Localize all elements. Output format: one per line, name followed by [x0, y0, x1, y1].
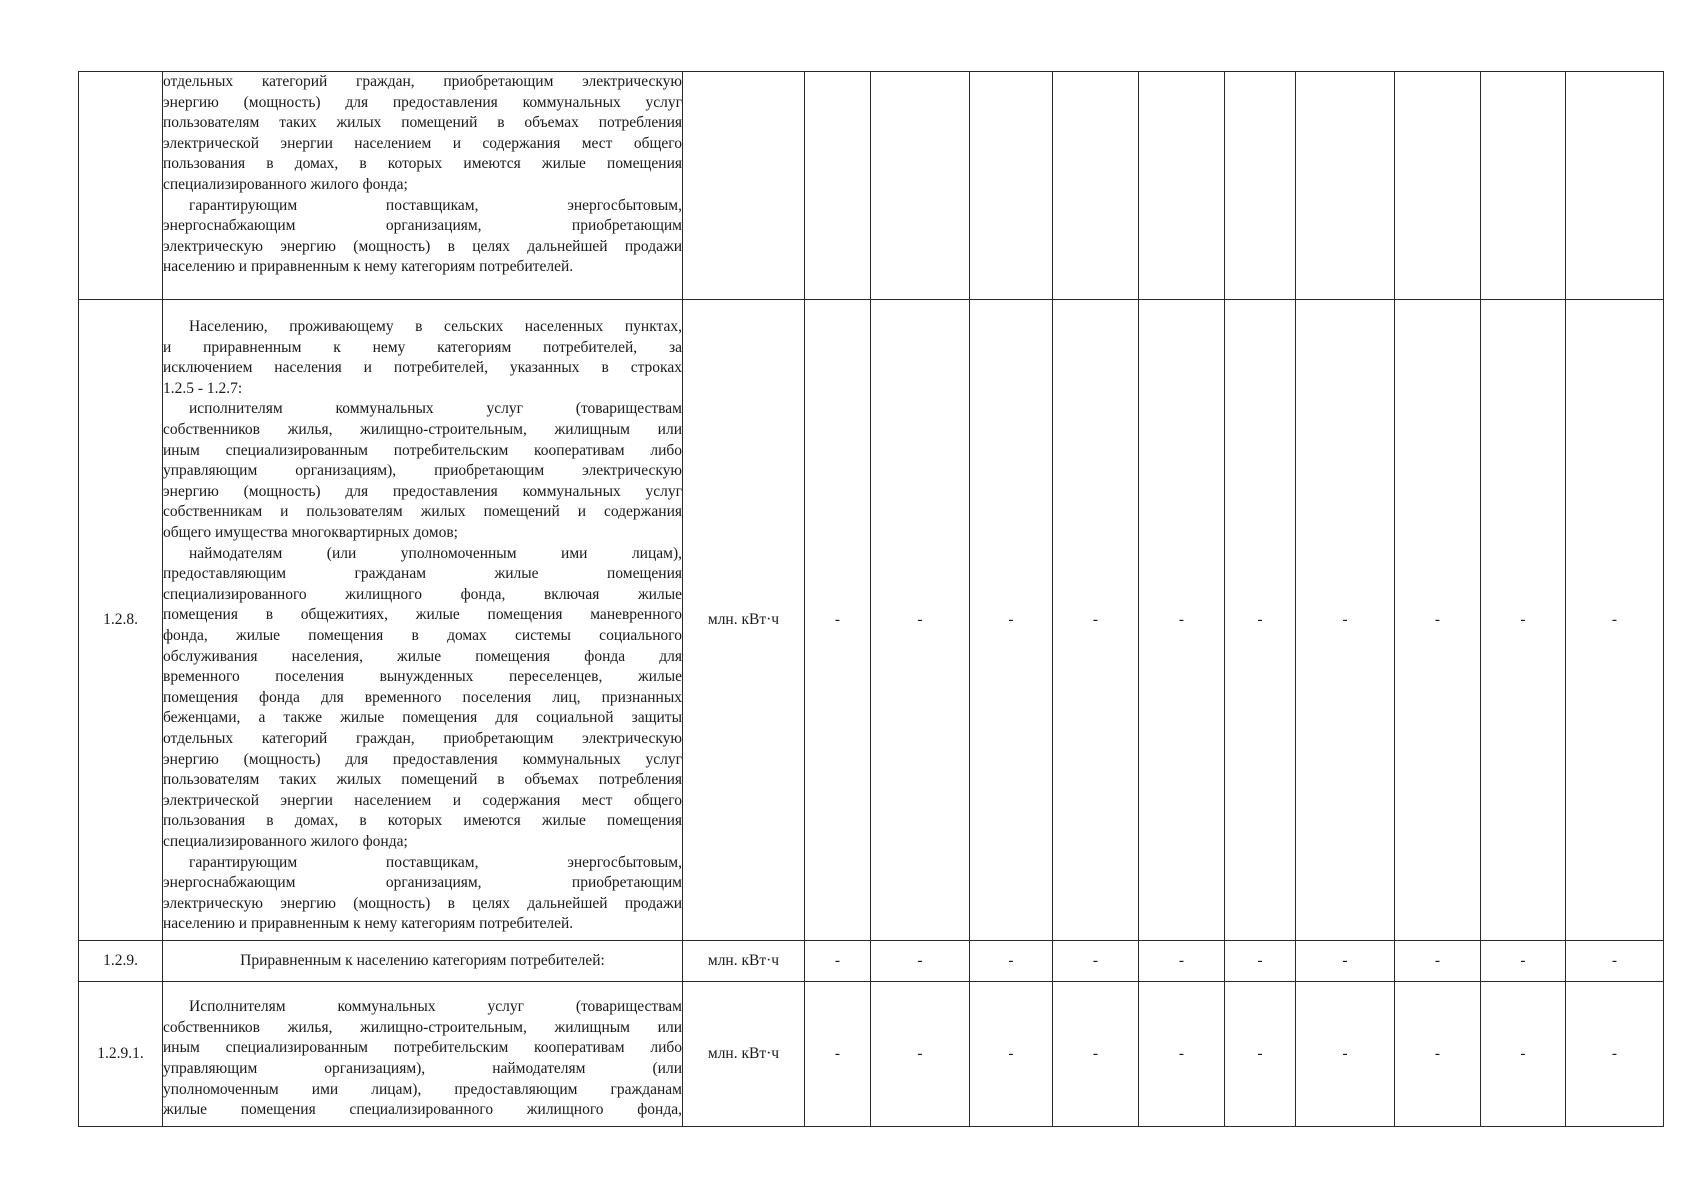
text-line: собственников жилья, жилищно-строительным, жилищным или	[163, 1018, 682, 1036]
text-line: специализированного жилого фонда;	[163, 832, 408, 850]
text-line: обслуживания населения, жилые помещения фонда для	[163, 647, 682, 665]
value-cell: -	[1296, 941, 1395, 982]
row-description	[163, 941, 683, 982]
text-line: фонда, жилые помещения в домах системы социального	[163, 627, 682, 644]
value-cell: -	[970, 941, 1053, 982]
row-number: 1.2.9.	[79, 941, 163, 982]
row-description	[163, 982, 683, 1127]
value-cell: -	[1395, 300, 1481, 941]
value-cell: -	[1053, 982, 1139, 1127]
text-line: энергию (мощность) для предоставления коммунальных услуг	[163, 750, 682, 768]
text-line: электрическую энергию (мощность) в целях дальнейшей продажи	[163, 237, 682, 255]
text-line: предоставляющим гражданам жилые помещения	[163, 565, 682, 583]
text-line: временного поселения вынужденных переселенцев, жилые	[163, 668, 682, 686]
text-line: энергоснабжающим организациям, приобретающим	[163, 217, 682, 235]
unit-cell: млн. кВт·ч	[683, 982, 805, 1127]
text-line: Исполнителям коммунальных услуг (товариществам	[189, 998, 682, 1016]
value-cell: -	[805, 941, 871, 982]
text-line: помещения в общежитиях, жилые помещения маневренного	[163, 606, 682, 624]
text-line: энергию (мощность) для предоставления коммунальных услуг	[163, 482, 682, 500]
value-cell: -	[1139, 941, 1225, 982]
table-row	[79, 941, 1664, 982]
text-line: гарантирующим поставщикам, энергосбытовым,	[189, 196, 682, 214]
text-line: и приравненным к нему категориям потребителей, за	[163, 338, 682, 356]
text-line: энергию (мощность) для предоставления коммунальных услуг	[163, 93, 682, 111]
value-cell: -	[1395, 941, 1481, 982]
text-line: Населению, проживающему в сельских населенных пунктах,	[189, 318, 682, 336]
text-line: пользователям таких жилых помещений в объемах потребления	[163, 114, 682, 132]
value-cell: -	[805, 982, 871, 1127]
value-cell: -	[1225, 982, 1296, 1127]
text-line: пользования в домах, в которых имеются жилые помещения	[163, 812, 682, 830]
text-line: управляющим организациям), наймодателям (или	[163, 1060, 682, 1077]
value-cell: -	[1225, 300, 1296, 941]
text-line: исключением населения и потребителей, указанных в строках	[163, 359, 682, 377]
value-cell: -	[1566, 941, 1664, 982]
text-line: управляющим организациям), приобретающим электрическую	[163, 462, 682, 480]
text-line: иным специализированным потребительским кооперативам либо	[163, 1039, 682, 1057]
text-line: наймодателям (или уполномоченным ими лицам),	[189, 544, 682, 562]
text-line: собственников жилья, жилищно-строительным, жилищным или	[163, 421, 682, 439]
unit-cell: млн. кВт·ч	[683, 941, 805, 982]
value-cell: -	[1053, 941, 1139, 982]
value-cell: -	[871, 941, 970, 982]
text-line: иным специализированным потребительским кооперативам либо	[163, 441, 682, 459]
value-cell	[871, 72, 970, 300]
text-line: общего имущества многоквартирных домов;	[163, 524, 458, 542]
value-cell: -	[1139, 300, 1225, 941]
value-cell	[805, 72, 871, 300]
text-line: уполномоченным ими лицам), предоставляющим гражданам	[163, 1080, 682, 1098]
text-line: пользования в домах, в которых имеются жилые помещения	[163, 155, 682, 173]
text-line: электрической энергии населением и содержания мест общего	[163, 791, 682, 809]
value-cell: -	[970, 300, 1053, 941]
value-cell: -	[1296, 300, 1395, 941]
value-cell: -	[1481, 941, 1566, 982]
value-cell	[1225, 72, 1296, 300]
value-cell: -	[1566, 982, 1664, 1127]
value-cell: -	[1139, 982, 1225, 1127]
value-cell: -	[1481, 982, 1566, 1127]
value-cell	[1053, 72, 1139, 300]
text-line: населению и приравненным к нему категориям потребителей.	[163, 258, 574, 276]
text-line: электрическую энергию (мощность) в целях дальнейшей продажи	[163, 894, 682, 912]
text-line: гарантирующим поставщикам, энергосбытовым,	[189, 853, 682, 871]
value-cell: -	[1225, 941, 1296, 982]
table-row	[79, 982, 1664, 1127]
text-line: беженцами, а также жилые помещения для социальной защиты	[163, 709, 682, 727]
text-line: отдельных категорий граждан, приобретающим электрическую	[163, 729, 682, 747]
value-cell: -	[1395, 982, 1481, 1127]
text-line: пользователям таких жилых помещений в объемах потребления	[163, 771, 682, 789]
text-line: помещения фонда для временного поселения лиц, признанных	[163, 688, 682, 706]
text-line: электрической энергии населением и содержания мест общего	[163, 134, 682, 152]
table-row	[79, 300, 1664, 941]
text-line: специализированного жилого фонда;	[163, 175, 408, 193]
value-cell	[1481, 72, 1566, 300]
value-cell: -	[1053, 300, 1139, 941]
value-cell: -	[1296, 982, 1395, 1127]
text-line: собственникам и пользователям жилых помещений и содержания	[163, 503, 682, 521]
unit-cell	[683, 72, 805, 300]
text-line: энергоснабжающим организациям, приобретающим	[163, 874, 682, 892]
row-number	[79, 72, 163, 300]
value-cell: -	[871, 300, 970, 941]
value-cell: -	[871, 982, 970, 1127]
value-cell	[1395, 72, 1481, 300]
table-row	[79, 72, 1664, 300]
text-line: жилые помещения специализированного жилищного фонда,	[163, 1101, 682, 1119]
text-line: исполнителям коммунальных услуг (товариществам	[189, 400, 682, 418]
value-cell	[970, 72, 1053, 300]
value-cell	[1566, 72, 1664, 300]
text-line: отдельных категорий граждан, приобретающим электрическую	[163, 73, 682, 90]
value-cell	[1296, 72, 1395, 300]
value-cell: -	[805, 300, 871, 941]
value-cell	[1139, 72, 1225, 300]
row-number: 1.2.8.	[79, 300, 163, 941]
value-cell: -	[970, 982, 1053, 1127]
text-line: Приравненным к населению категориям потребителей:	[240, 951, 605, 969]
text-line: специализированного жилищного фонда, включая жилые	[163, 585, 682, 603]
text-line: 1.2.5 - 1.2.7:	[163, 379, 243, 397]
value-cell: -	[1481, 300, 1566, 941]
text-line: населению и приравненным к нему категориям потребителей.	[163, 915, 574, 933]
tariff-table	[78, 71, 1664, 1127]
value-cell: -	[1566, 300, 1664, 941]
unit-cell: млн. кВт·ч	[683, 300, 805, 941]
row-number: 1.2.9.1.	[79, 982, 163, 1127]
row-description	[163, 72, 683, 300]
row-description	[163, 300, 683, 941]
